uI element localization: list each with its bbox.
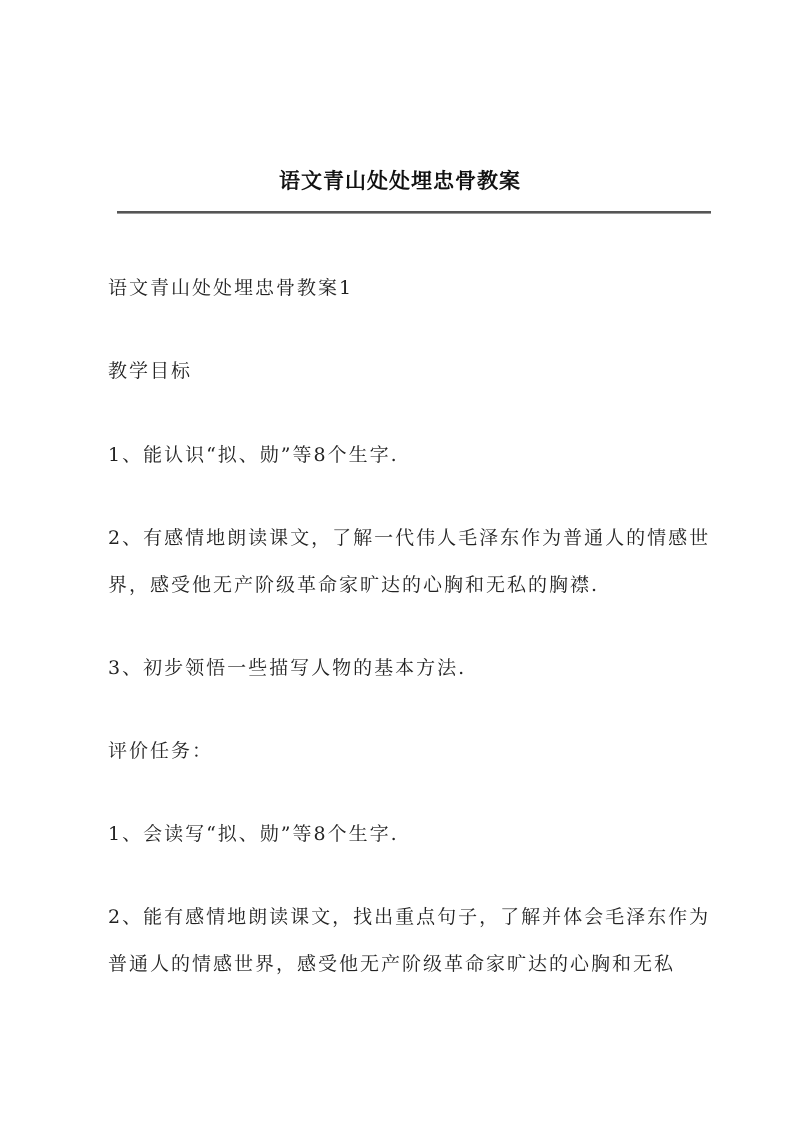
task-item-1: 1、会读写“拟、勋”等8个生字.	[108, 823, 399, 845]
objective-item-1: 1、能认识“拟、勋”等8个生字.	[108, 444, 399, 466]
objective-item-2: 2、有感情地朗读课文，了解一代伟人毛泽东作为普通人的情感世界，感受他无产阶级革命家旷达的心胸和无私的胸襟.	[108, 527, 711, 596]
document-title: 语文青山处处埋忠骨教案	[279, 168, 521, 193]
tasks-heading: 评价任务：	[108, 740, 214, 762]
objective-item-3: 3、初步领悟一些描写人物的基本方法.	[108, 657, 467, 679]
objectives-heading: 教学目标	[108, 360, 193, 382]
title-divider	[117, 211, 711, 214]
section-heading: 语文青山处处埋忠骨教案1	[108, 277, 354, 299]
task-item-2: 2、能有感情地朗读课文，找出重点句子，了解并体会毛泽东作为普通人的情感世界，感受他无产阶级革命家旷达的心胸和无私	[108, 906, 711, 975]
